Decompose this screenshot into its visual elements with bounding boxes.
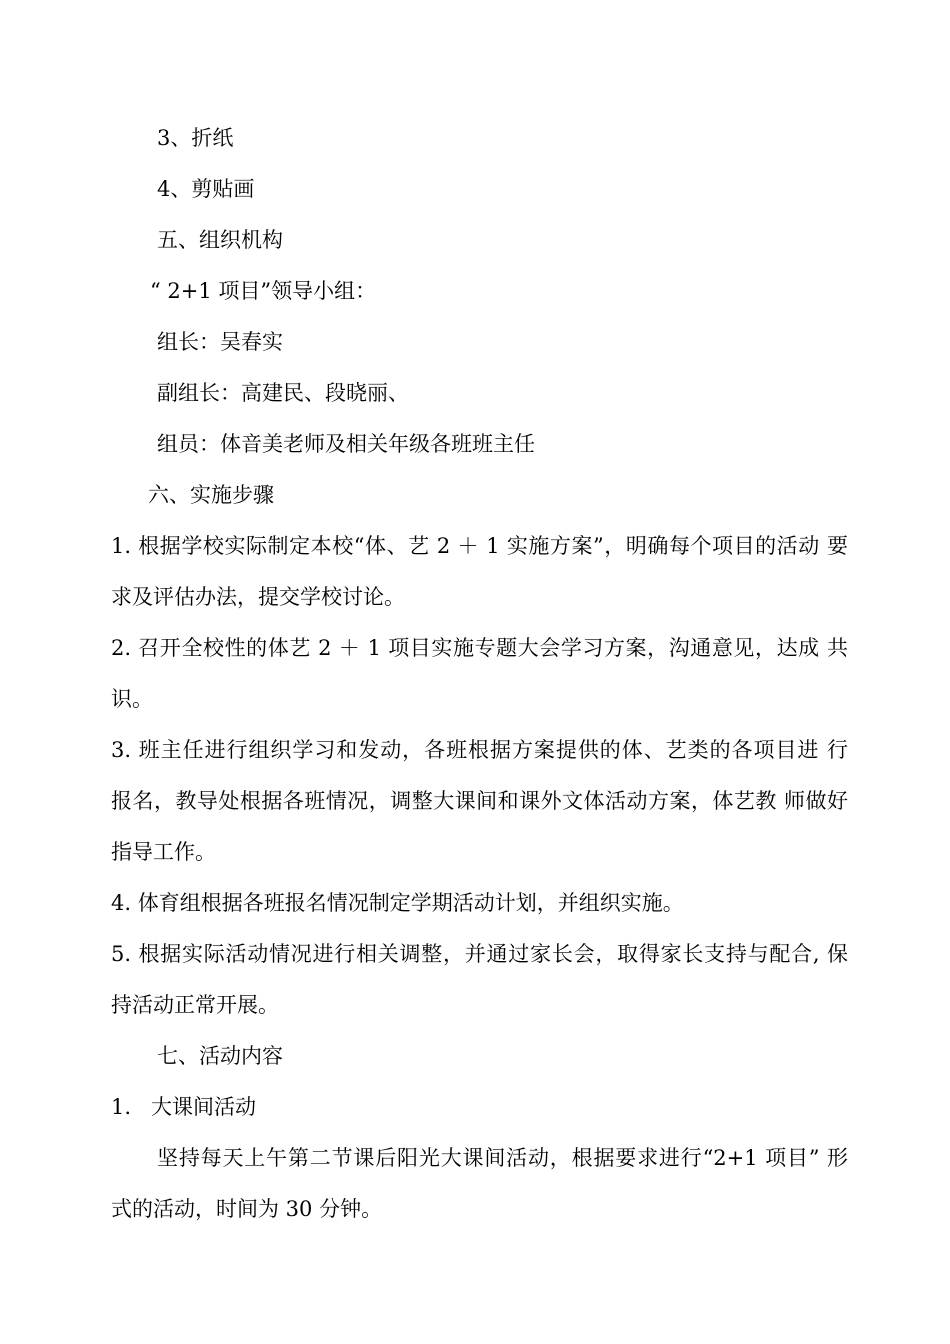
leadership-group-title: “ 2+1 项目”领导小组： — [150, 279, 377, 303]
activity-1-line-2: 式的活动，时间为 30 分钟。 — [111, 1197, 383, 1221]
step-5-line-2: 持活动正常开展。 — [111, 993, 279, 1017]
section-heading-organization: 五、组织机构 — [157, 228, 283, 252]
step-3-line-2: 报名，教导处根据各班情况，调整大课间和课外文体活动方案，体艺教 师做好 — [111, 789, 848, 813]
step-2-line-2: 识。 — [111, 687, 153, 711]
section-heading-activities: 七、活动内容 — [157, 1044, 283, 1068]
step-1-line-1: 1. 根据学校实际制定本校“体、艺 2 ＋ 1 实施方案”，明确每个项目的活动 要 — [111, 534, 848, 558]
step-2-line-1: 2. 召开全校性的体艺 2 ＋ 1 项目实施专题大会学习方案，沟通意见，达成 共 — [111, 636, 848, 660]
deputy-leaders: 副组长：高建民、段晓丽、 — [157, 381, 409, 405]
activity-1-heading: 1. 大课间活动 — [111, 1095, 257, 1119]
step-4: 4. 体育组根据各班报名情况制定学期活动计划，并组织实施。 — [111, 891, 684, 915]
group-leader: 组长：吴春实 — [157, 330, 283, 354]
step-3-line-1: 3. 班主任进行组织学习和发动，各班根据方案提供的体、艺类的各项目进 行 — [111, 738, 848, 762]
step-5-line-1: 5. 根据实际活动情况进行相关调整，并通过家长会，取得家长支持与配合, 保 — [111, 942, 848, 966]
step-1-line-2: 求及评估办法，提交学校讨论。 — [111, 585, 405, 609]
list-item-origami: 3、折纸 — [157, 126, 234, 150]
step-3-line-3: 指导工作。 — [111, 840, 216, 864]
list-item-collage: 4、剪贴画 — [157, 177, 255, 201]
activity-1-line-1: 坚持每天上午第二节课后阳光大课间活动，根据要求进行“2+1 项目” 形 — [157, 1146, 848, 1170]
section-heading-steps: 六、实施步骤 — [148, 483, 274, 507]
group-members: 组员：体音美老师及相关年级各班班主任 — [157, 432, 535, 456]
